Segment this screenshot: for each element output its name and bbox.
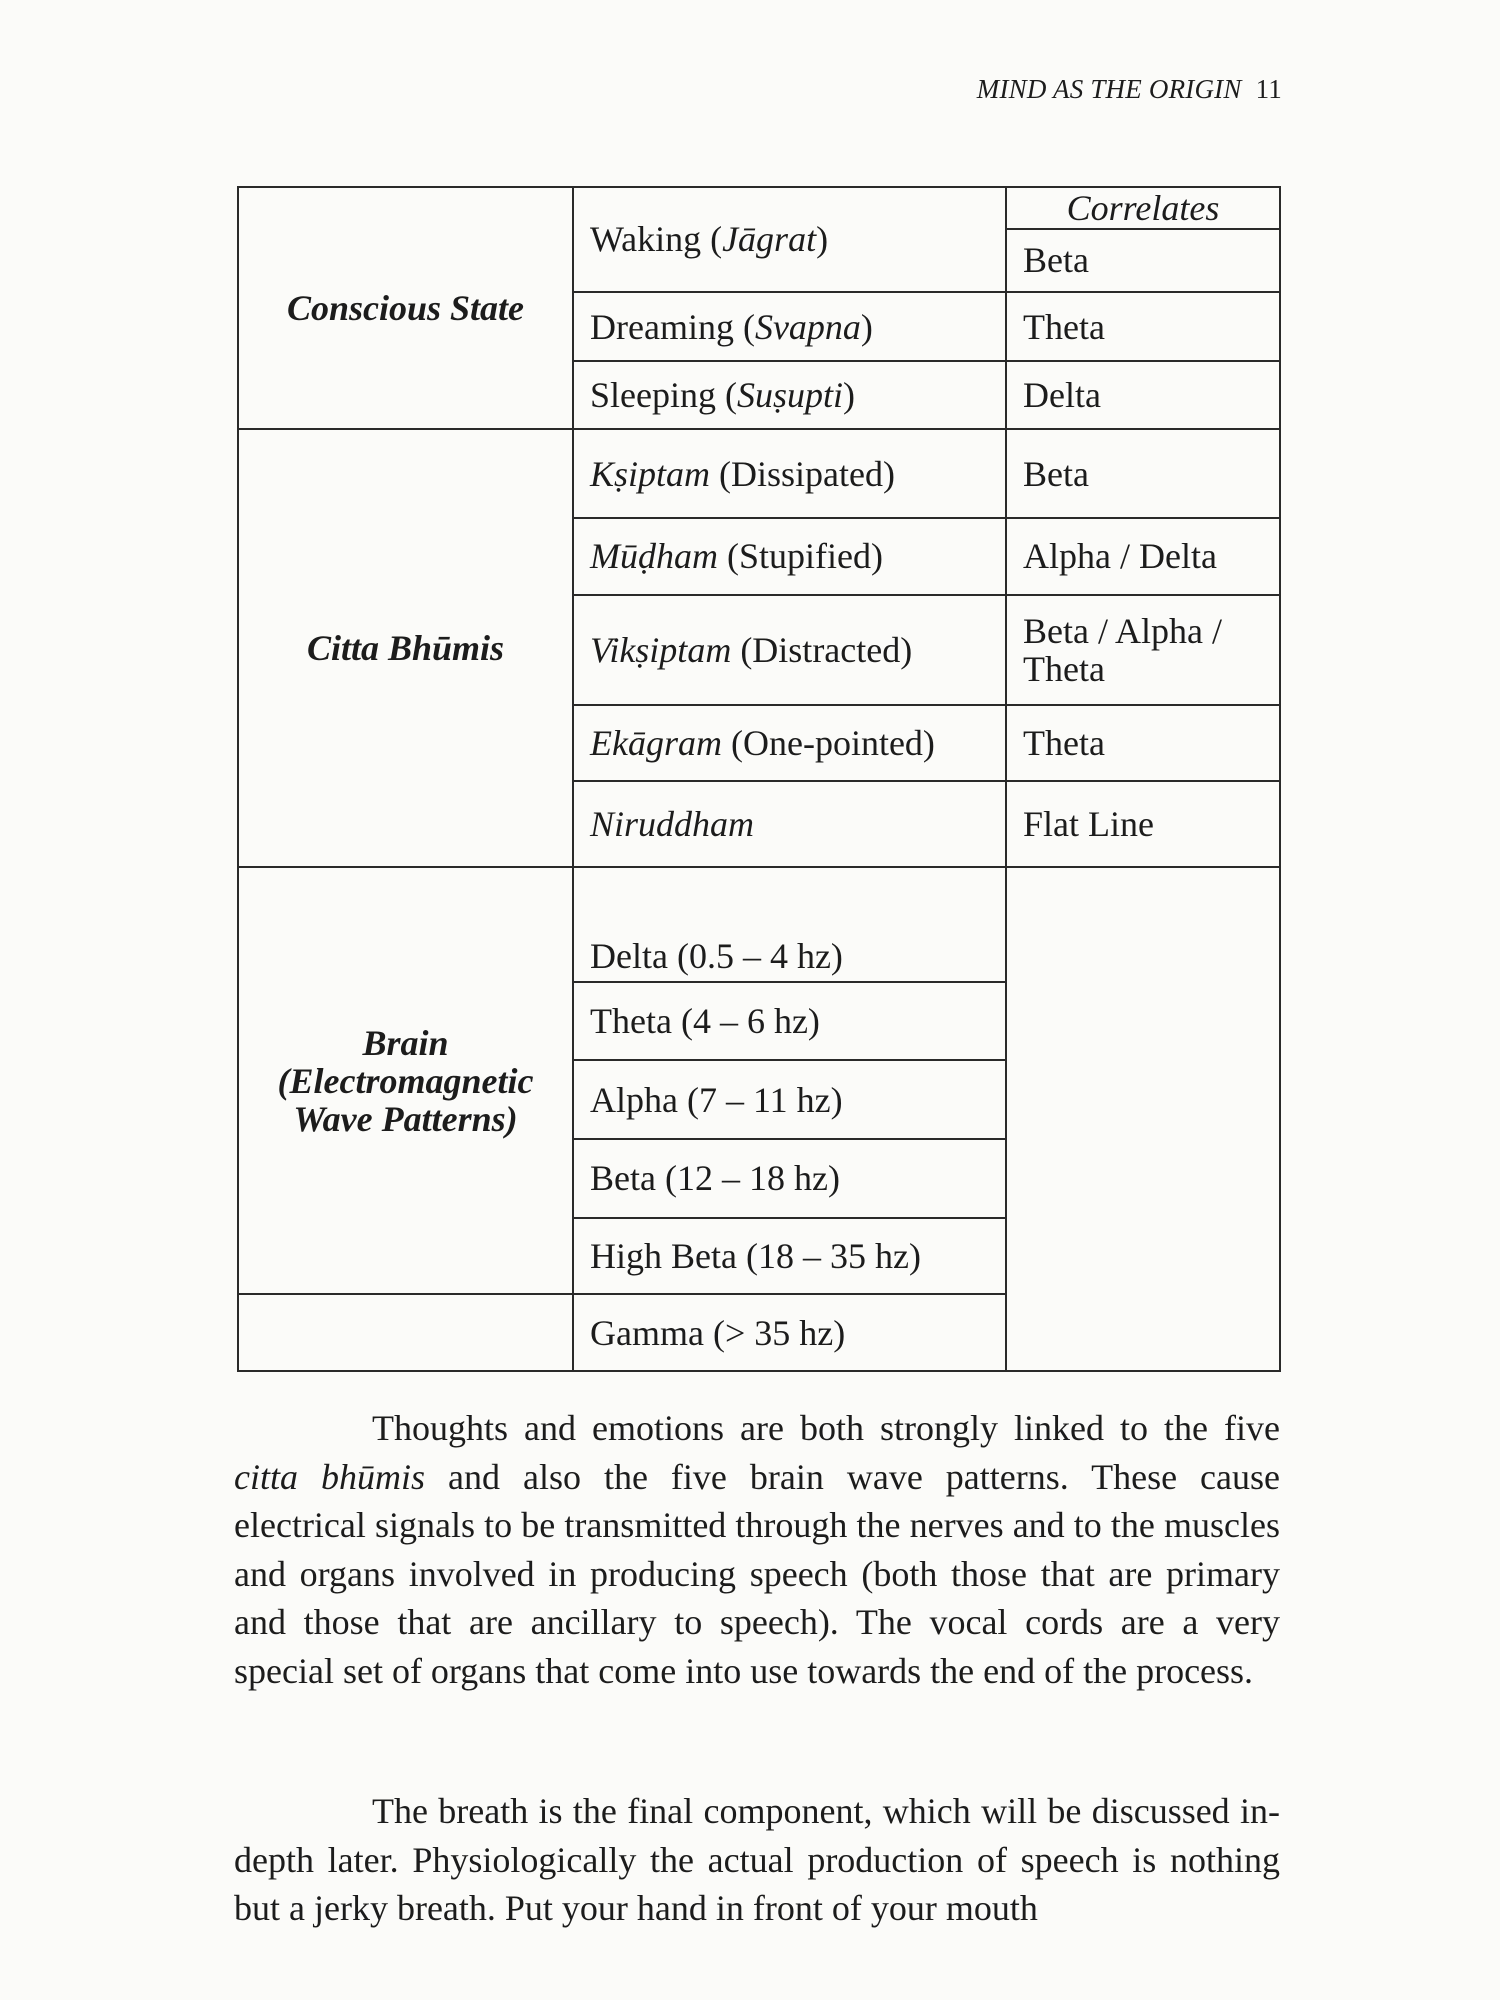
state-label-mudham: Mūḍham (Stupified) [573,518,1006,596]
wave-label-alpha: Alpha (7 – 11 hz) [573,1060,1006,1139]
table-cell-empty [238,1294,573,1371]
correlate-cell: Theta [1006,705,1280,781]
running-header [977,74,1282,105]
correlate-cell: Beta [1006,229,1280,292]
wave-label-theta: Theta (4 – 6 hz) [573,982,1006,1061]
state-label-niruddham: Niruddham [573,781,1006,867]
state-label-dreaming: Dreaming (Svapna) [573,292,1006,361]
table-row [238,867,1280,981]
state-label-ekagram: Ekāgram (One-pointed) [573,705,1006,781]
wave-label-beta: Beta (12 – 18 hz) [573,1139,1006,1218]
state-label-viksiptam: Vikṣiptam (Distracted) [573,595,1006,705]
running-title: MIND AS THE ORIGIN [976,74,1242,104]
correlate-cell: Flat Line [1006,781,1280,867]
correlates-table [237,186,1281,1372]
table-row [238,429,1280,517]
state-label-waking: Waking (Jāgrat) [590,219,829,260]
correlate-cell: Beta / Alpha / Theta [1006,595,1280,705]
correlate-cell-empty [1006,867,1280,1371]
body-paragraph-2: The breath is the final component, which will be discussed in-depth later. Physiologically the actual production of speech is nothing but a jerky breath. Put your hand in front of your mouth [234,1791,1280,1928]
group-label-conscious-state: Conscious State [238,187,573,429]
column-header-correlates: Correlates [1006,187,1280,229]
state-label-sleeping: Sleeping (Suṣupti) [573,361,1006,429]
group-label-brain-waves: Brain (Electromagnetic Wave Patterns) [238,867,573,1294]
body-paragraph-1: Thoughts and emotions are both strongly linked to the five citta bhūmis and also the five brain wave patterns. These cause electrical signals to be transmitted through the nerves and to the muscles and organs involved in producing speech (both those that are primary and those that are ancillary to speech). The vocal cords are a very special set of organs that come into use towards the end of the process. [234,1408,1280,1691]
state-label-ksiptam: Kṣiptam (Dissipated) [573,429,1006,517]
wave-label-high-beta: High Beta (18 – 35 hz) [573,1218,1006,1295]
wave-label-delta: Delta (0.5 – 4 hz) [573,867,1006,981]
correlate-cell: Alpha / Delta [1006,518,1280,596]
group-label-citta-bhumis: Citta Bhūmis [238,429,573,867]
page-number: 11 [1255,74,1282,104]
wave-label-gamma: Gamma (> 35 hz) [573,1294,1006,1371]
correlate-cell: Beta [1006,429,1280,517]
correlate-cell: Delta [1006,361,1280,429]
table-header-row [238,187,1280,229]
table-cell [573,187,1006,292]
correlate-cell: Theta [1006,292,1280,361]
